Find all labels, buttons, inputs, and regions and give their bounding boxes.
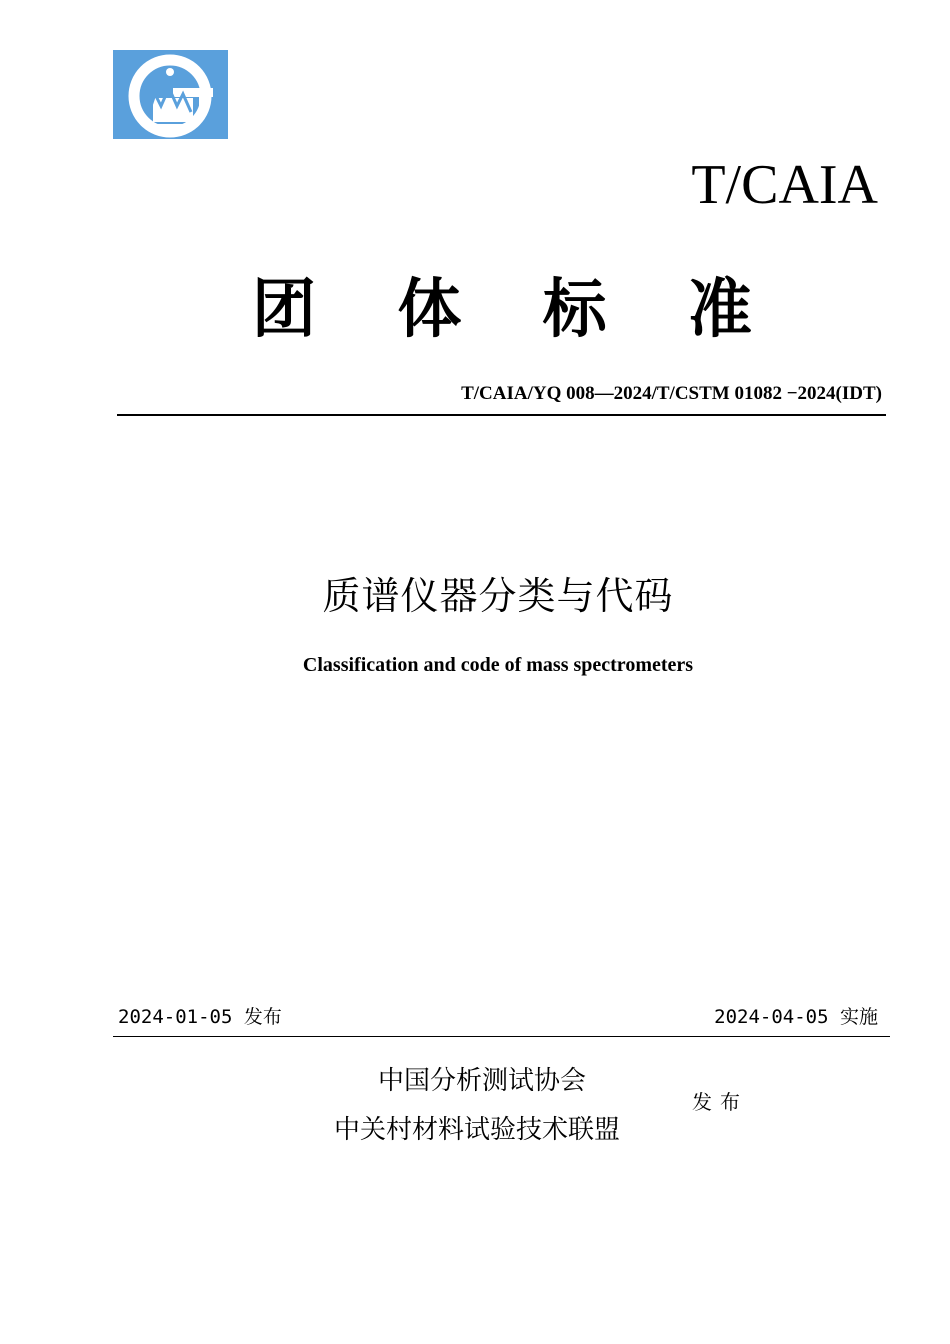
footer-divider (113, 1036, 890, 1037)
chinese-title: 质谱仪器分类与代码 (322, 574, 674, 618)
category-char-3: 标 (542, 273, 607, 347)
issuer-org-cstm: 中关村材料试验技术联盟 (334, 1115, 621, 1145)
category-char-2: 体 (397, 273, 462, 347)
standard-code: T/CAIA (691, 154, 878, 216)
standard-number: T/CAIA/YQ 008—2024/T/CSTM 01082 −2024(IDT) (461, 383, 882, 404)
issued-label: 发布 (692, 1090, 748, 1114)
english-title: Classification and code of mass spectrometers (302, 654, 694, 676)
standard-category-title (252, 270, 752, 350)
category-char-4: 准 (687, 273, 752, 347)
category-char-1: 团 (252, 273, 316, 347)
issuer-org-caia: 中国分析测试协会 (378, 1066, 587, 1096)
implementation-date: 2024-04-05 实施 (714, 1006, 878, 1028)
caia-emblem-icon (113, 50, 228, 139)
caia-logo (113, 50, 228, 139)
header-divider (117, 414, 886, 416)
issue-date: 2024-01-05 发布 (118, 1006, 282, 1028)
